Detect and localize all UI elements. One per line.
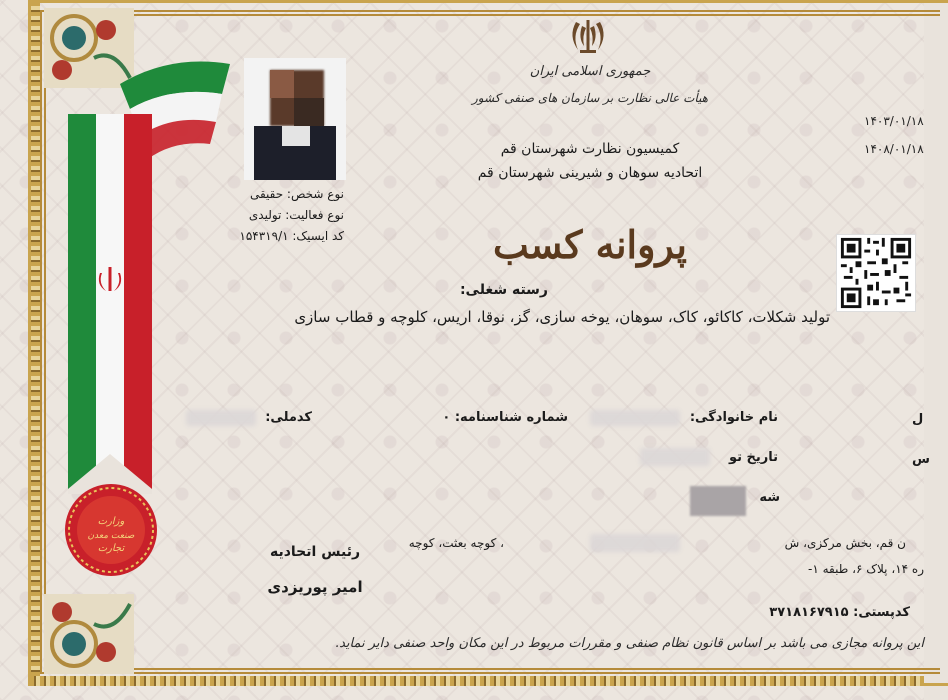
svg-text:صنعت معدن: صنعت معدن [87,531,135,541]
qr-code-icon [837,235,915,311]
person-type: نوع شخص: حقیقی [249,187,344,201]
family-name-label: نام خانوادگی: [689,410,778,425]
activity-type: نوع فعالیت: تولیدی [248,208,344,222]
address-redacted [590,534,680,552]
signatory-name: امیر پوریزدی [267,578,363,596]
postal-code: کدپستی: ۳۷۱۸۱۶۷۹۱۵ [769,605,910,620]
qr-code [836,234,916,312]
iran-flag-ribbon [60,44,235,494]
id-number-label: شماره شناسنامه: ۰ [442,410,568,425]
svg-text:تجارت: تجارت [97,543,125,554]
field-cropped-right-1: ل [912,412,924,427]
union-title: اتحادیه سوهان و شیرینی شهرستان قم [477,165,703,181]
national-code-label: کدملی: [265,410,312,425]
isic-code: کد ایسیک: ۱۵۴۳۱۹/۱ [239,229,344,243]
svg-text:وزارت: وزارت [97,516,125,527]
signatory-title: رئیس اتحادیه [269,544,361,560]
address-line-1b: ، کوچه بعثت، کوچه [408,536,504,550]
city-label: شه [759,490,780,505]
address-line-1a: ن قم، بخش مرکزی، ش [784,536,906,550]
holder-photo [244,58,346,180]
birth-date-label: تاریخ تو [728,450,778,465]
city-redacted [690,486,746,516]
license-title: پروانه کسب [493,222,687,267]
bottom-left-corner-ornament [44,594,134,674]
ministry-seal [63,482,159,578]
supervisory-board-title: هیأت عالی نظارت بر سازمان های صنفی کشور [471,91,709,105]
bottom-ornamental-border [30,676,924,686]
field-cropped-right-2: س [912,452,930,467]
business-category-value: تولید شکلات، کاکائو، کاک، سوهان، یوخه سازی، گز، نوقا، اریس، کلوچه و قطاب سازی [294,308,830,326]
republic-title: جمهوری اسلامی ایران [529,64,651,79]
expiry-date: ۱۴۰۸/۰۱/۱۸ [864,142,924,156]
business-category-label: رسته شغلی: [459,282,548,298]
footer-note: این پروانه مجازی می باشد بر اساس قانون نظام صنفی و مقررات مربوط در این مکان واحد صنفی دایر نماید. [334,636,924,651]
family-name-redacted [590,410,680,426]
iran-emblem-icon [566,16,610,56]
national-code-redacted [186,410,256,426]
birth-date-redacted [640,448,710,466]
address-line-2: ره ۱۴، پلاک ۶، طبقه ۱- [808,562,924,576]
issue-date: ۱۴۰۳/۰۱/۱۸ [864,114,924,128]
commission-title: کمیسیون نظارت شهرستان قم [500,141,680,157]
